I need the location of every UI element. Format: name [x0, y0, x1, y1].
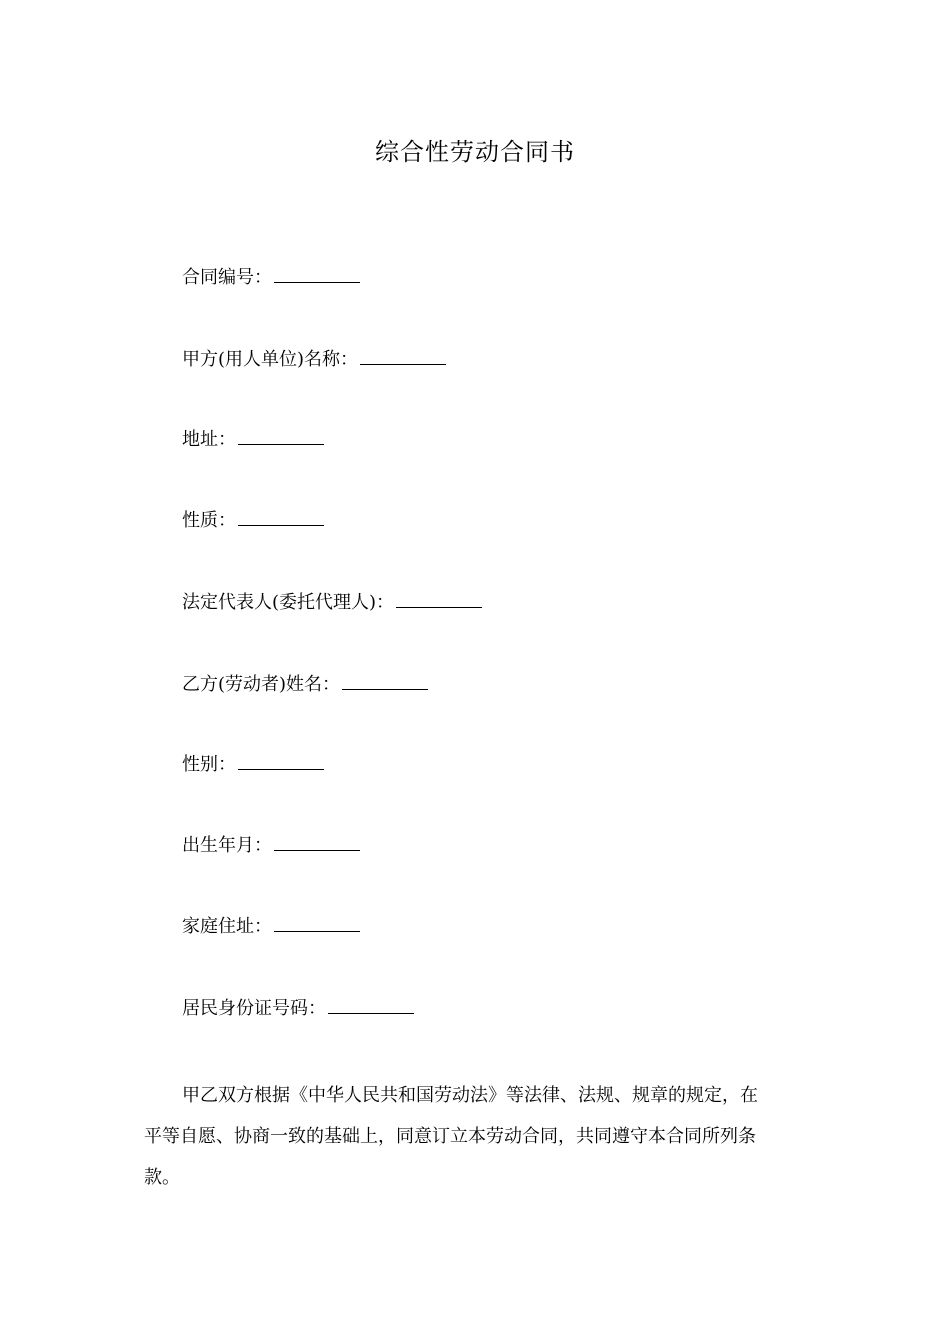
blank-line: [238, 507, 324, 526]
blank-line: [238, 426, 324, 445]
field-home-address: [182, 913, 360, 940]
blank-line: [328, 995, 414, 1014]
field-nature: [182, 507, 324, 534]
paragraph-line: 平等自愿、协商一致的基础上，同意订立本劳动合同，共同遵守本合同所列条: [144, 1126, 756, 1147]
paragraph-line: 款。: [144, 1167, 180, 1188]
field-label: 性质：: [182, 510, 236, 531]
field-label: 乙方(劳动者)姓名：: [182, 674, 341, 695]
field-employer-name: [182, 346, 446, 373]
blank-line: [274, 913, 360, 932]
blank-line: [342, 671, 428, 690]
field-gender: [182, 751, 324, 778]
field-label: 法定代表人(委托代理人)：: [182, 592, 395, 613]
field-label: 居民身份证号码：: [182, 998, 326, 1019]
field-label: 甲方(用人单位)名称：: [182, 349, 359, 370]
field-label: 家庭住址：: [182, 916, 272, 937]
blank-line: [360, 346, 446, 365]
blank-line: [238, 751, 324, 770]
field-legal-representative: [182, 589, 482, 616]
field-employee-name: [182, 671, 428, 698]
field-contract-number: [182, 264, 360, 291]
field-birth-date: [182, 832, 360, 859]
document-title: 综合性劳动合同书: [375, 138, 575, 166]
field-label: 合同编号：: [182, 267, 272, 288]
blank-line: [396, 589, 482, 608]
field-id-number: [182, 995, 414, 1022]
field-address: [182, 426, 324, 453]
field-label: 地址：: [182, 429, 236, 450]
paragraph-line: 甲乙双方根据《中华人民共和国劳动法》等法律、法规、规章的规定，在: [182, 1085, 758, 1106]
blank-line: [274, 264, 360, 283]
field-label: 性别：: [182, 754, 236, 775]
intro-paragraph: [144, 1075, 804, 1198]
field-label: 出生年月：: [182, 835, 272, 856]
blank-line: [274, 832, 360, 851]
